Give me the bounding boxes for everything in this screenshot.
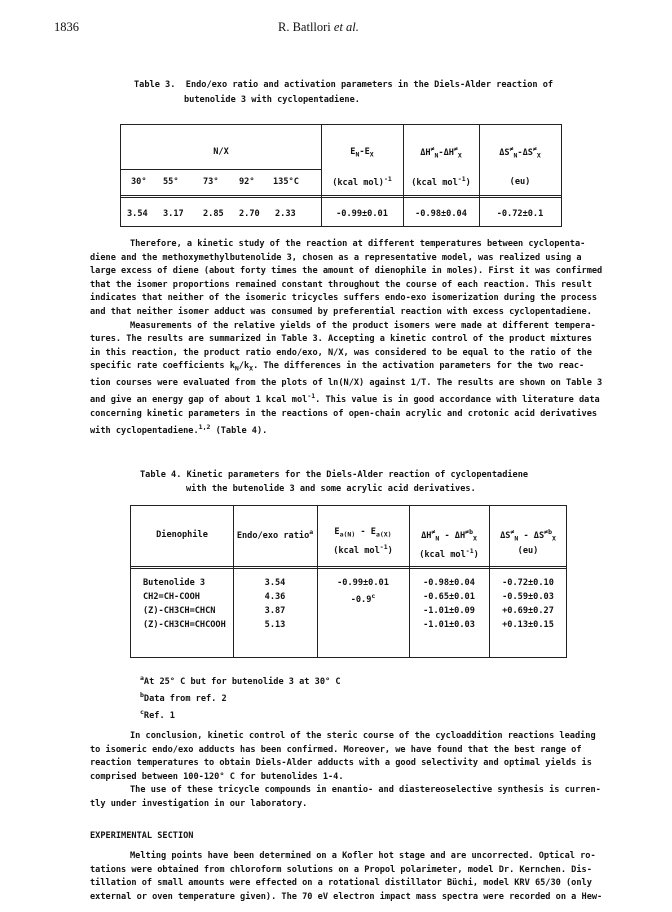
table3-ds-unit: (eu) [509,177,531,187]
table-row: (Z)-CH3CH=CHCN 3.87 -1.01±0.09 +0.69±0.27 [143,606,554,616]
table-row: CH2=CH-COOH 4.36 -0.9$^c$ -0.65±0.01 -0.59±0.03 [143,592,554,605]
table3-dh-header: $\Delta H^\ne_N-\Delta H^\ne_X$ [420,145,462,160]
section-title: EXPERIMENTAL SECTION [90,831,194,841]
table4 [130,505,567,658]
page-number: 1836 [54,20,79,34]
table4-caption-line2: with the butenolide 3 and some acrylic acid derivatives. [186,484,476,494]
table3-caption: Table 3. Endo/exo ratio and activation parameters in the Diels-Alder reaction of [134,80,554,90]
footnote-a: $^a$At 25° C but for butenolide 3 at 30° C [140,674,341,687]
table3-caption-line2: butenolide 3 with cyclopentadiene. [184,95,360,105]
table3-dh-value: -0.98±0.04 [415,209,467,219]
body-paragraph-1: Therefore, a kinetic study of the reaction at different temperatures between cyclopenta- diene and the methoxymethylbutenolide 3, chosen as a representative model, was realized using a large excess of diene (about forty times the amount of dienophile in moles). First it was confirmed that the isomer proportions remained constant throughout the course of each reaction. This result indicates that neither of the isomeric tricycles suffers endo-exo isomerization during the process and that neither isomer adduct was consumed by preferential reaction with excess cyclopentadiene. Measurements of the relative yields of the product isomers were made at different tempera- tures. The results are summarized in Table 3. Accepting a kinetic control of the product mixtures in this reaction, the product ratio endo/exo, N/X, was considered to be equal to the ratio of the specific rate coefficients $k_N/k_X$. The differences in the activation parameters for the two reac- tion courses were evaluated from the plots of ln(N/X) against 1/T. The results are shown on Table 3 and give an energy gap of about 1 kcal mol$^{-1}$. This value is in good accordance with literature data concerning kinetic parameters in the reactions of open-chain acrylic and crotonic acid derivatives with cyclopentadiene.$^{1,2}$ (Table 4). [90,239,603,437]
table-row: Butenolide 3 3.54 -0.99±0.01 -0.98±0.04 -0.72±0.10 [143,578,554,588]
table4-footnotes [140,672,341,723]
table4-caption: Table 4. Kinetic parameters for the Diels-Alder reaction of cyclopentadiene [140,470,529,480]
table3: N/X $E_N-E_X$ $\Delta H^\ne_N-\Delta H^\ne_X$ $\Delta S^\ne_N-\Delta S^\ne_X$ 30° 55° 73° 92° 135°C (kcal mol)$^{-1}$ (kcal mol$^{-1}$) (eu) 3.54 3.17 2.85 2.70 2.33 -0.99±0.01 -0.98±0.04 -0.72±0.1 [120,124,562,227]
table3-e-value: -0.99±0.01 [336,209,388,219]
table3-nx-header: N/X [213,147,229,157]
table4-e-header: $E_{a(N)} - E_{a(X)}$ (kcal mol$^{-1}$) [333,527,393,556]
table3-ds-header: $\Delta S^\ne_N-\Delta S^\ne_X$ [499,145,541,160]
table3-e-unit: (kcal mol)$^{-1}$ [332,175,392,188]
table4-dienophile-header: Dienophile [156,530,208,540]
table3-dh-unit: (kcal mol$^{-1}$) [411,175,471,188]
table3-e-header: $E_N-E_X$ [350,147,374,159]
running-head: R. Batllori et al. [278,20,359,34]
table-row: (Z)-CH3CH=CHCOOH 5.13 -1.01±0.03 +0.13±0.15 [143,620,554,630]
body-paragraph-experimental: Melting points have been determined on a Kofler hot stage and are uncorrected. Optical ro- tations were obtained from chloroform solutions on a Propol polarimeter, model Dr. Kernchen. Dis- tillation of small amounts were effected on a rotational distillator Büchi, model KRV 65/30 (only external or oven temperature given). The 70 eV electron impact mass spectra were recorded on a Hew- [90,851,603,902]
body-paragraph-conclusion: In conclusion, kinetic control of the steric course of the cycloaddition reactions leading to isomeric endo/exo adducts has been confirmed. Moreover, we have found that the best range of reaction temperatures to obtain Diels-Alder adducts with a good selectivity and optimal yields is comprised between 100-120° C for butenolides 1-4. The use of these tricycle compounds in enantio- and diastereoselective synthesis is curren- tly under investigation in our laboratory. [90,731,601,809]
table4-ds-header: $\Delta S^\ne_N - \Delta S^{\ne b}_X$ (eu) [500,528,556,556]
footnote-c: $^c$Ref. 1 [140,707,175,721]
footnote-b: $^b$Data from ref. 2 [140,690,227,704]
table4-dh-header: $\Delta H^\ne_N - \Delta H^{\ne b}_X$ (kcal mol$^{-1}$) [419,528,479,560]
table4-ratio-header: Endo/exo ratio$^a$ [236,528,314,541]
table3-ds-value: -0.72±0.1 [496,209,544,219]
